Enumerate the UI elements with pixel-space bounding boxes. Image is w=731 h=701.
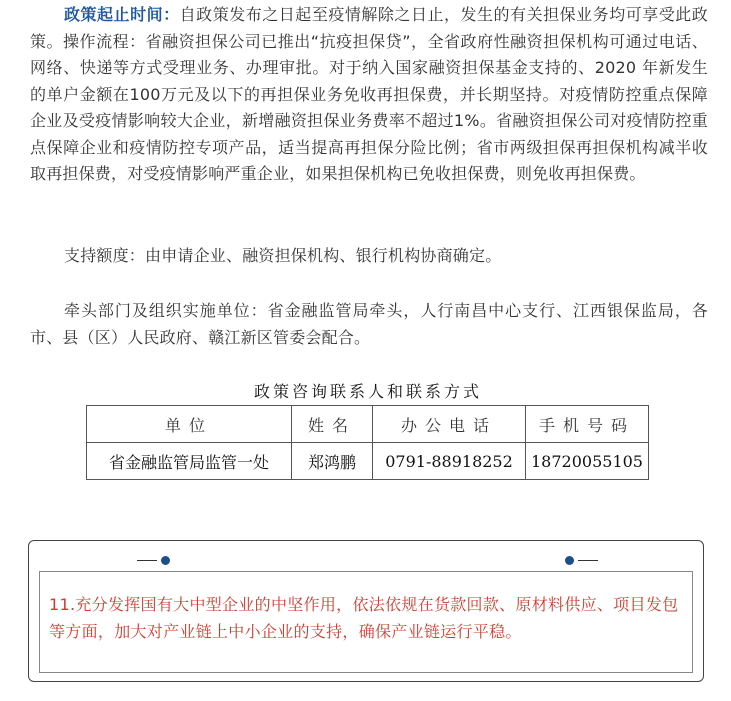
policy-time-label: 政策起止时间： bbox=[64, 5, 180, 24]
contact-table-header-row bbox=[87, 406, 649, 443]
header-name: 姓名 bbox=[292, 406, 373, 443]
support-amount-paragraph: 支持额度：由申请企业、融资担保机构、银行机构协商确定。 bbox=[64, 246, 502, 265]
cell-unit: 省金融监管局监管一处 bbox=[87, 443, 292, 480]
cell-office-phone: 0791-88918252 bbox=[373, 443, 526, 480]
cell-mobile: 18720055105 bbox=[526, 443, 649, 480]
policy-time-text: 自政策发布之日起至疫情解除之日止，发生的有关担保业务均可享受此政策。操作流程：省融资担保公司已推出“抗疫担保贷”，全省政府性融资担保机构可通过电话、网络、快递等方式受理业务、办理审批。对于纳入国家融资担保基金支持的、2020 年新发生的单户金额在100万元及以下的再担保业务免收再担保费，并长期坚持。对疫情防控重点保障企业及受疫情影响较大企业，新增融资担保业务费率不超过1%。省融资担保公司对疫情防控重点保障企业和疫情防控专项产品，适当提高再担保分险比例；省市两级担保再担保机构减半收取再担保费，对受疫情影响严重企业，如果担保机构已免收担保费，则免收再担保费。 bbox=[30, 5, 708, 183]
left-dot-icon bbox=[161, 556, 170, 565]
contact-table-caption: 政策咨询联系人和联系方式 bbox=[253, 382, 482, 401]
header-unit: 单位 bbox=[87, 406, 292, 443]
note-text: 11.充分发挥国有大中型企业的中坚作用，依法依规在货款回款、原材料供应、项目发包等方面，加大对产业链上中小企业的支持，确保产业链运行平稳。 bbox=[49, 595, 679, 641]
right-dash-divider bbox=[578, 560, 598, 561]
header-mobile: 手机号码 bbox=[526, 406, 649, 443]
policy-time-paragraph bbox=[30, 2, 708, 188]
header-office-phone: 办公电话 bbox=[373, 406, 526, 443]
contact-table bbox=[86, 405, 649, 480]
table-row bbox=[87, 443, 649, 480]
left-dash-divider bbox=[137, 560, 157, 561]
lead-department-paragraph: 牵头部门及组织实施单位：省金融监管局牵头，人行南昌中心支行、江西银保监局，各市、县（区）人民政府、赣江新区管委会配合。 bbox=[30, 301, 708, 347]
right-dot-icon bbox=[565, 556, 574, 565]
cell-name: 郑鸿鹏 bbox=[292, 443, 373, 480]
note-box bbox=[28, 540, 704, 682]
